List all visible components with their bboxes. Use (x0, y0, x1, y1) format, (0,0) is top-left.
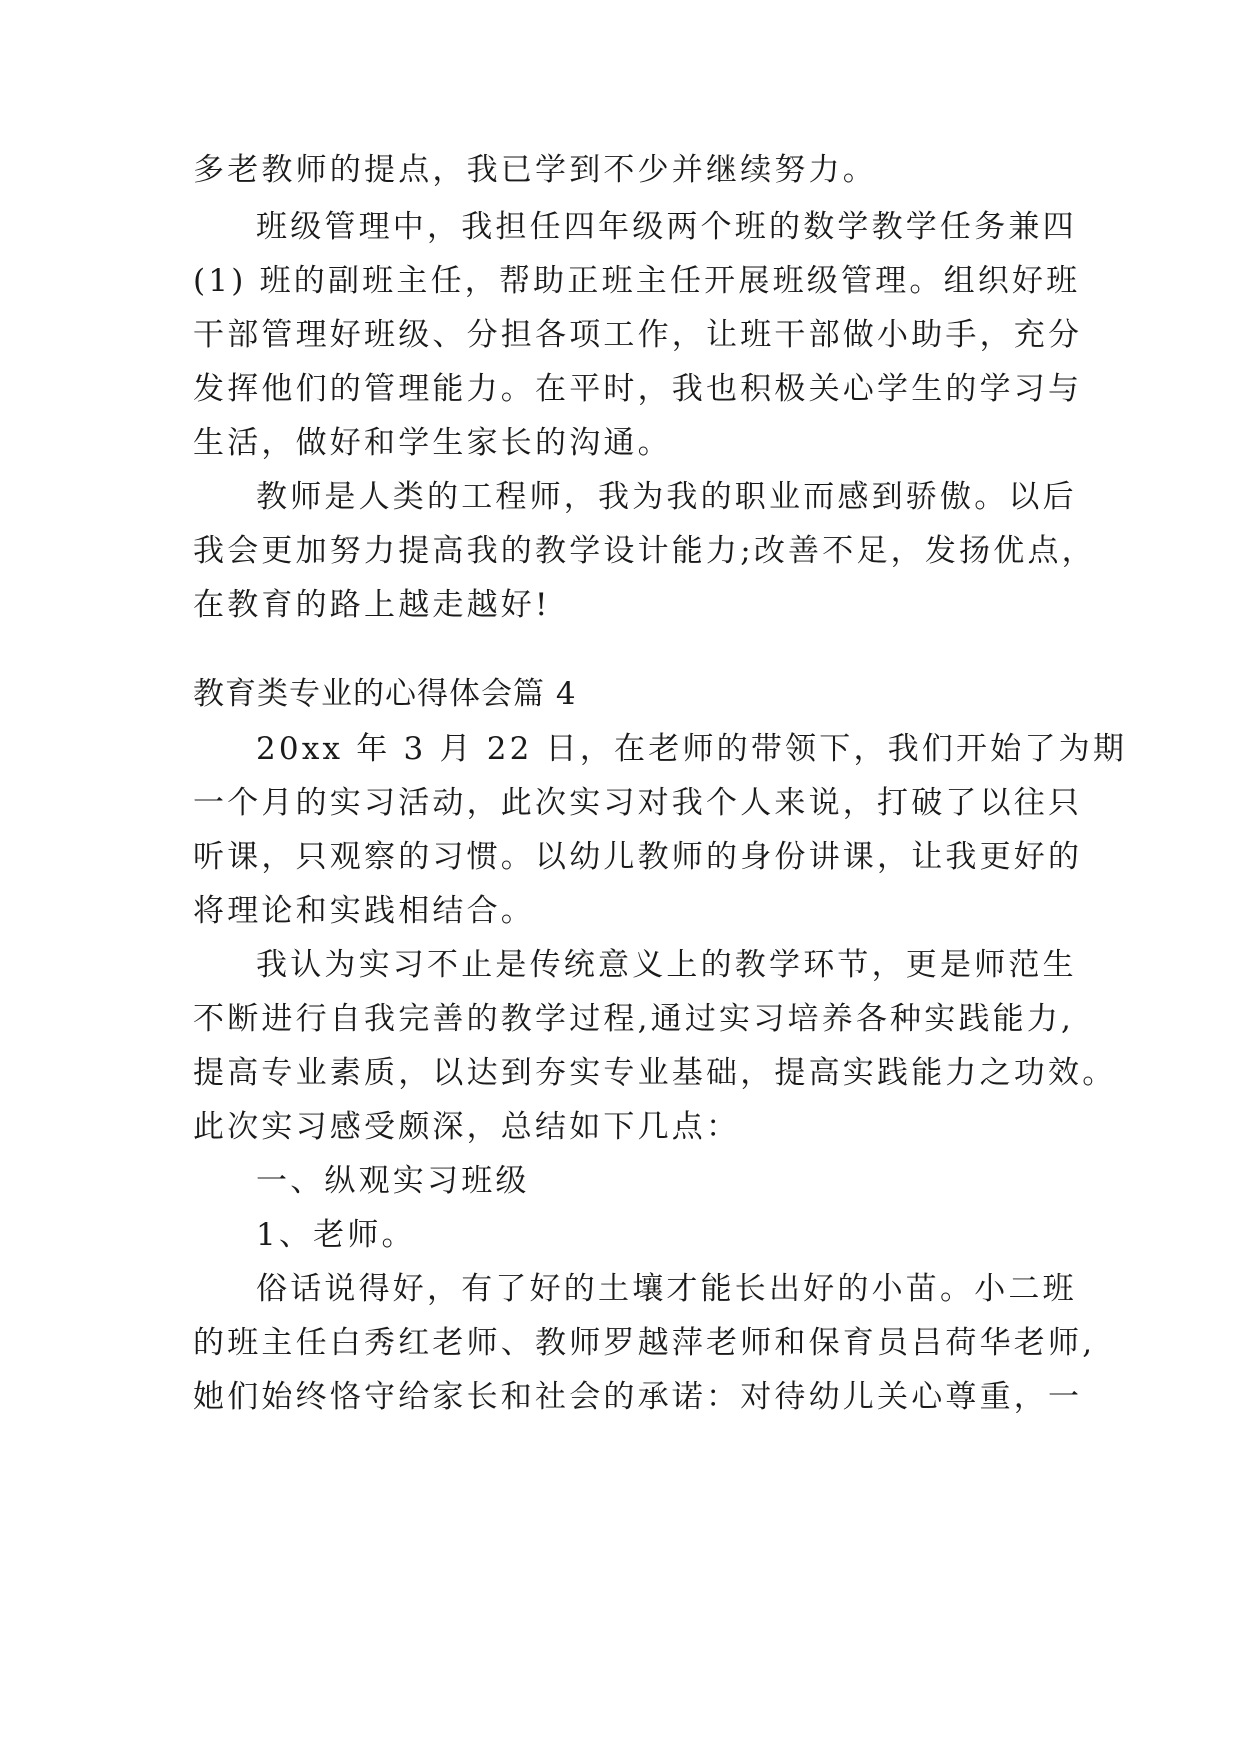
paragraph-line: 多老教师的提点，我已学到不少并继续努力。 (193, 152, 877, 188)
paragraph-first-line: 20xx 年 3 月 22 日，在老师的带领下，我们开始了为期 (256, 731, 1128, 767)
paragraph-line: 生活，做好和学生家长的沟通。 (193, 425, 672, 461)
paragraph-line: 不断进行自我完善的教学过程,通过实习培养各种实践能力, (193, 1001, 1075, 1037)
paragraph-first-line: 我认为实习不止是传统意义上的教学环节，更是师范生 (256, 947, 1077, 983)
paragraph-line: 她们始终恪守给家长和社会的承诺：对待幼儿关心尊重，一 (193, 1379, 1083, 1415)
paragraph-first-line: 俗话说得好，有了好的土壤才能长出好的小苗。小二班 (256, 1271, 1077, 1307)
paragraph-first-line: 班级管理中，我担任四年级两个班的数学教学任务兼四 (256, 209, 1077, 245)
paragraph-line: 在教育的路上越走越好! (193, 587, 551, 623)
paragraph-line: 发挥他们的管理能力。在平时，我也积极关心学生的学习与 (193, 371, 1083, 407)
paragraph-line: 此次实习感受颇深，总结如下几点： (193, 1109, 741, 1145)
paragraph-line: 一个月的实习活动，此次实习对我个人来说，打破了以往只 (193, 785, 1083, 821)
paragraph-line: 干部管理好班级、分担各项工作，让班干部做小助手，充分 (193, 317, 1083, 353)
paragraph-first-line: 教师是人类的工程师，我为我的职业而感到骄傲。以后 (256, 479, 1077, 515)
paragraph-line: 我会更加努力提高我的教学设计能力;改善不足，发扬优点， (193, 533, 1096, 569)
list-item: 1、老师。 (256, 1217, 416, 1253)
subheading: 一、纵观实习班级 (256, 1163, 530, 1199)
paragraph-line: (1) 班的副班主任，帮助正班主任开展班级管理。组织好班 (193, 263, 1081, 299)
paragraph-line: 提高专业素质，以达到夯实专业基础，提高实践能力之功效。 (193, 1055, 1117, 1091)
paragraph-line: 将理论和实践相结合。 (193, 893, 535, 929)
paragraph-line: 的班主任白秀红老师、教师罗越萍老师和保育员吕荷华老师, (193, 1325, 1096, 1361)
section-heading: 教育类专业的心得体会篇 4 (193, 676, 577, 712)
paragraph-line: 听课，只观察的习惯。以幼儿教师的身份讲课，让我更好的 (193, 839, 1083, 875)
